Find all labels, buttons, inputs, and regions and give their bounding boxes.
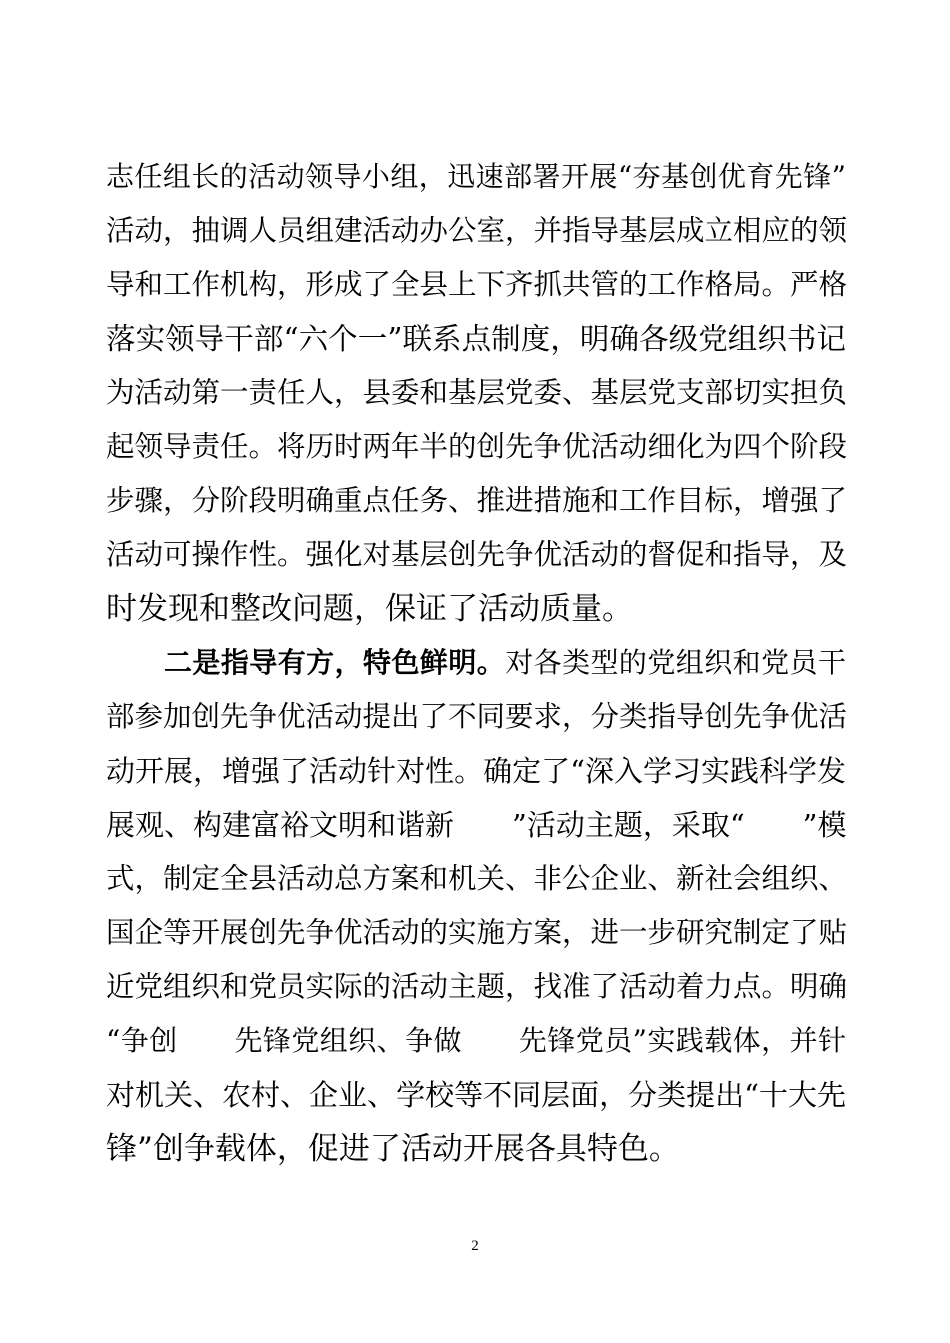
paragraph-line: 步骤，分阶段明确重点任务、推进措施和工作目标，增强了 — [106, 484, 848, 517]
page-number: 2 — [471, 1238, 479, 1254]
paragraph-first-line — [164, 643, 846, 683]
paragraph-line: 为活动第一责任人，县委和基层党委、基层党支部切实担负 — [106, 376, 848, 409]
paragraph-line: 起领导责任。将历时两年半的创先争优活动细化为四个阶段 — [106, 430, 848, 463]
paragraph-line: 志任组长的活动领导小组，迅速部署开展“夯基创优育先锋” — [106, 160, 846, 193]
paragraph-line: 近党组织和党员实际的活动主题，找准了活动着力点。明确 — [106, 970, 848, 1003]
paragraph-heading-rest: 对各类型的党组织和党员干 — [505, 646, 846, 679]
paragraph-line: 活动可操作性。强化对基层创先争优活动的督促和指导，及 — [106, 538, 848, 571]
paragraph-line: 落实领导干部“六个一”联系点制度，明确各级党组织书记 — [106, 322, 846, 356]
paragraph-line: 锋”创争载体，促进了活动开展各具特色。 — [106, 1131, 680, 1167]
paragraph-line: 导和工作机构，形成了全县上下齐抓共管的工作格局。严格 — [106, 268, 848, 301]
paragraph-line: 动开展，增强了活动针对性。确定了“深入学习实践科学发 — [106, 754, 846, 788]
paragraph-line: 时发现和整改问题，保证了活动质量。 — [106, 591, 633, 627]
paragraph-line: 活动，抽调人员组建活动办公室，并指导基层成立相应的领 — [106, 214, 848, 247]
paragraph-line: 展观、构建富裕文明和谐新 ”活动主题，采取“ ”模 — [106, 808, 847, 842]
paragraph-line: “争创 先锋党组织、争做 先锋党员”实践载体，并针 — [106, 1024, 846, 1057]
paragraph-line: 式，制定全县活动总方案和机关、非公企业、新社会组织、 — [106, 862, 848, 895]
paragraph-line: 国企等开展创先争优活动的实施方案，进一步研究制定了贴 — [106, 916, 848, 949]
paragraph-heading: 二是指导有方，特色鲜明。 — [164, 646, 506, 679]
paragraph-line: 对机关、农村、企业、学校等不同层面，分类提出“十大先 — [106, 1078, 846, 1112]
paragraph-line: 部参加创先争优活动提出了不同要求，分类指导创先争优活 — [106, 700, 848, 733]
